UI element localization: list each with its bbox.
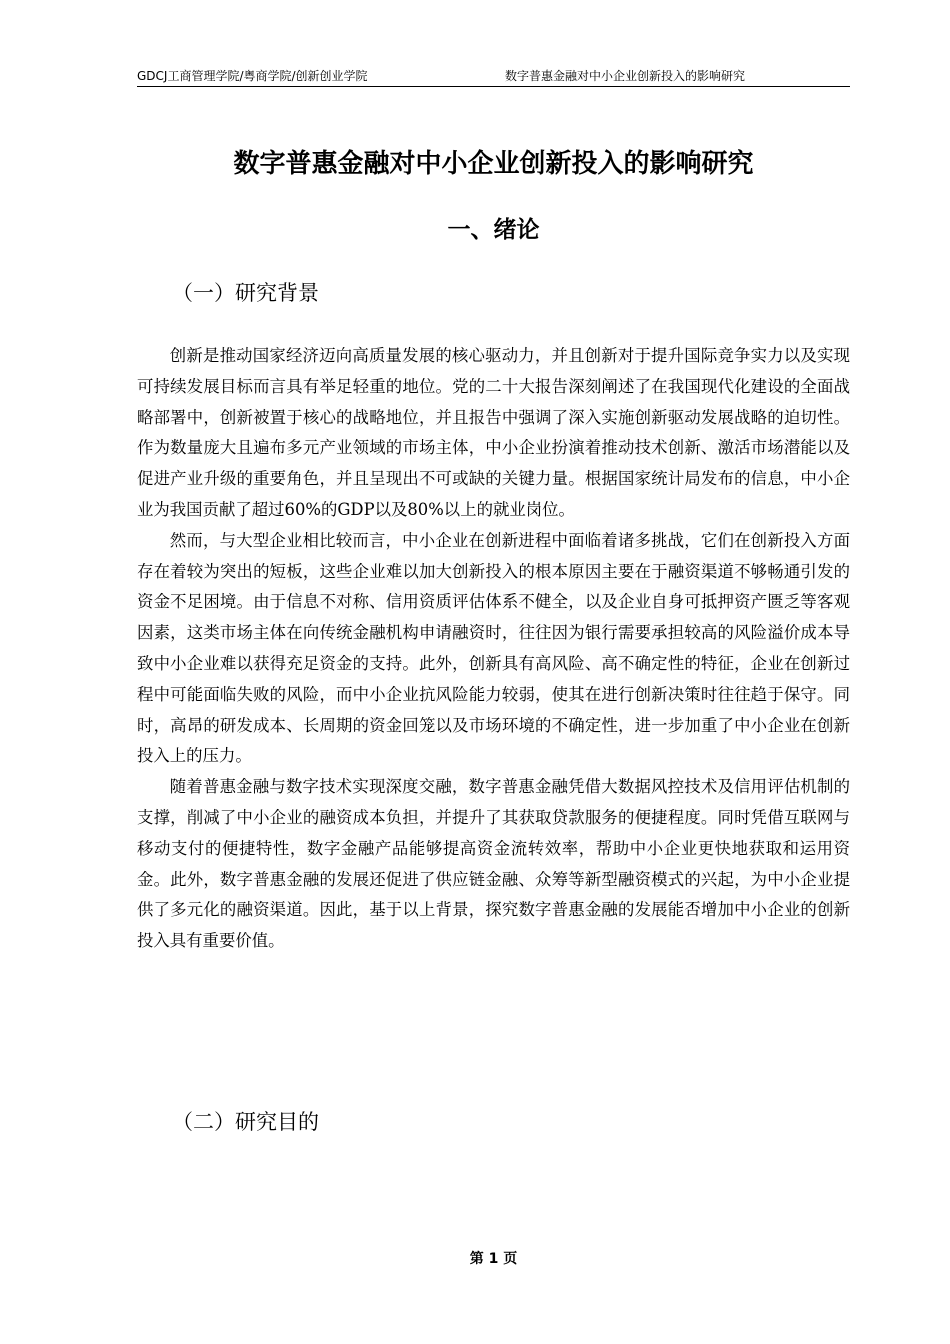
paragraph: 然而，与大型企业相比较而言，中小企业在创新进程中面临着诸多挑战，它们在创新投入方面存在着较为突出的短板，这些企业难以加大创新投入的根本原因主要在于融资渠道不够畅通引发的资金不足困境。由于信息不对称、信用资质评估体系不健全，以及企业自身可抵押资产匮乏等客观因素，这类市场主体在向传统金融机构申请融资时，往往因为银行需要承担较高的风险溢价成本导致中小企业难以获得充足资金的支持。此外，创新具有高风险、高不确定性的特征，企业在创新过程中可能面临失败的风险，而中小企业抗风险能力较弱，使其在进行创新决策时往往趋于保守。同时，高昂的研发成本、长周期的资金回笼以及市场环境的不确定性，进一步加重了中小企业在创新投入上的压力。: [137, 530, 850, 766]
paper-title: 数字普惠金融对中小企业创新投入的影响研究: [233, 149, 754, 179]
paragraph: 创新是推动国家经济迈向高质量发展的核心驱动力，并且创新对于提升国际竞争实力以及实现可持续发展目标而言具有举足轻重的地位。党的二十大报告深刻阐述了在我国现代化建设的全面战略部署中，创新被置于核心的战略地位，并且报告中强调了深入实施创新驱动发展战略的迫切性。作为数量庞大且遍布多元产业领域的市场主体，中小企业扮演着推动技术创新、激活市场潜能以及促进产业升级的重要角色，并且呈现出不可或缺的关键力量。根据国家统计局发布的信息，中小企业为我国贡献了超过60%的GDP以及80%以上的就业岗位。: [137, 346, 850, 519]
page-number: 第 1 页: [469, 1251, 518, 1267]
section-heading-background: （一）研究背景: [172, 281, 319, 305]
running-header: [137, 66, 850, 87]
section-heading-purpose: （二）研究目的: [172, 1110, 319, 1134]
header-institution: GDCJ工商管理学院/粤商学院/创新创业学院: [137, 69, 368, 83]
paragraph: 随着普惠金融与数字技术实现深度交融，数字普惠金融凭借大数据风控技术及信用评估机制的支撑，削减了中小企业的融资成本负担，并提升了其获取贷款服务的便捷程度。同时凭借互联网与移动支付的便捷特性，数字金融产品能够提高资金流转效率，帮助中小企业更快地获取和运用资金。此外，数字普惠金融的发展还促进了供应链金融、众筹等新型融资模式的兴起，为中小企业提供了多元化的融资渠道。因此，基于以上背景，探究数字普惠金融的发展能否增加中小企业的创新投入具有重要价值。: [137, 777, 850, 951]
header-paper-title: 数字普惠金融对中小企业创新投入的影响研究: [505, 69, 746, 83]
chapter-heading: 一、绪论: [447, 217, 540, 243]
section-body: [137, 341, 850, 957]
